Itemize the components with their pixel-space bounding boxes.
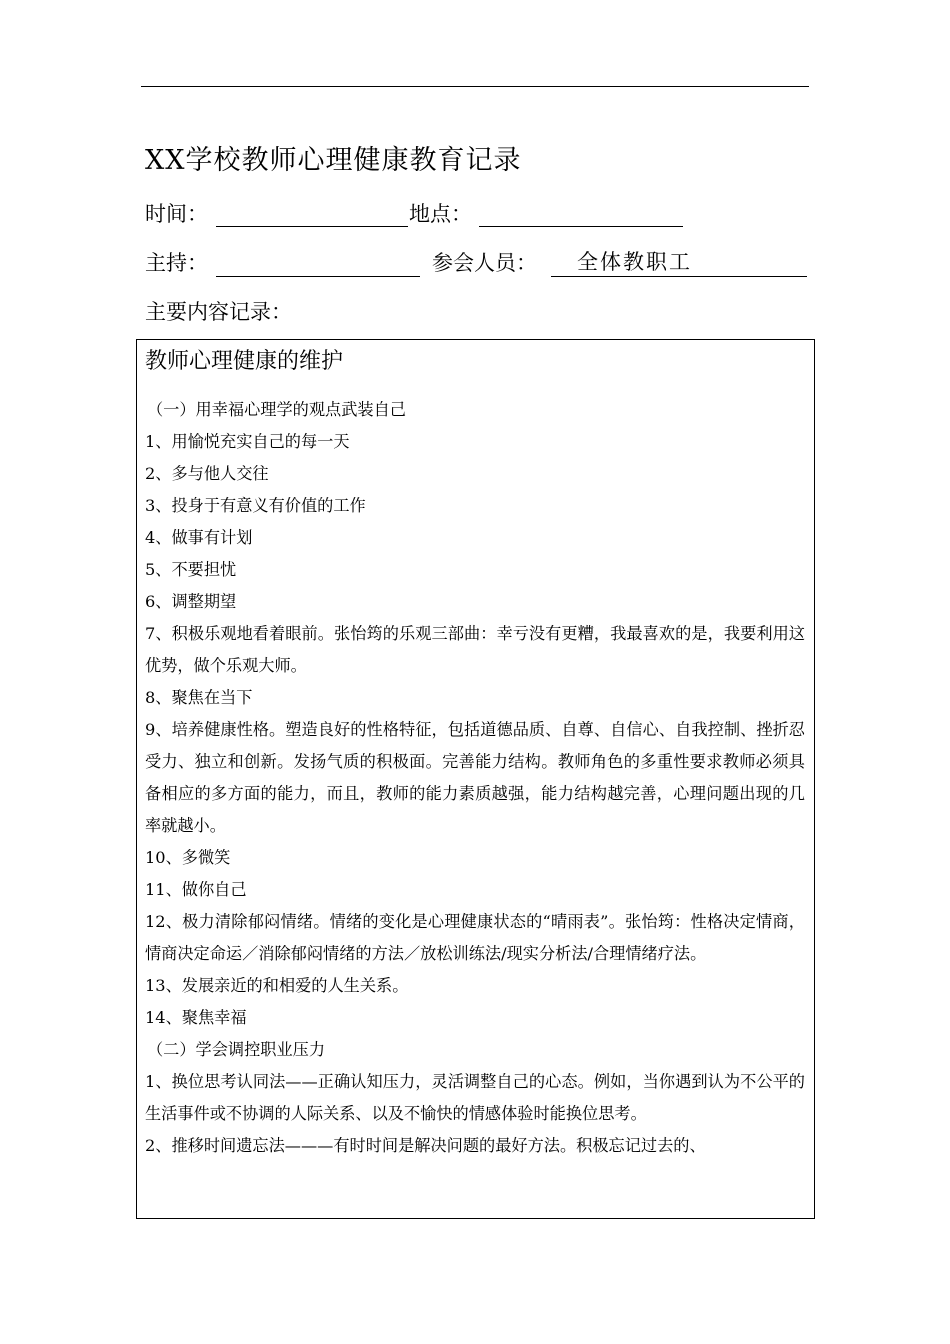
list-item: 11、做你自己 <box>145 880 247 899</box>
list-item: 1、用愉悦充实自己的每一天 <box>145 432 350 451</box>
main-content-label: 主要内容记录： <box>145 300 292 324</box>
list-item: 7、积极乐观地看着眼前。张怡筠的乐观三部曲：幸亏没有更糟，我最喜欢的是，我要利用这优势，做个乐观大师。 <box>145 624 805 675</box>
top-rule <box>141 86 809 87</box>
place-label: 地点： <box>409 202 472 226</box>
attendees-value: 全体教职工 <box>577 250 692 274</box>
list-item: 10、多微笑 <box>145 848 231 867</box>
host-field[interactable] <box>216 250 420 277</box>
host-label: 主持： <box>145 251 208 275</box>
list-item: 14、聚焦幸福 <box>145 1008 247 1027</box>
time-label: 时间： <box>145 202 208 226</box>
list-item: 12、极力清除郁闷情绪。情绪的变化是心理健康状态的“晴雨表”。张怡筠：性格决定情商，情商决定命运／消除郁闷情绪的方法／放松训练法/现实分析法/合理情绪疗法。 <box>145 912 805 963</box>
record-box <box>136 339 815 1219</box>
record-heading: 教师心理健康的维护 <box>145 349 344 374</box>
list-item: 3、投身于有意义有价值的工作 <box>145 496 366 515</box>
subheading-2: （二）学会调控职业压力 <box>147 1040 326 1059</box>
subheading-1: （一）用幸福心理学的观点武装自己 <box>147 400 406 419</box>
place-field[interactable] <box>479 200 683 227</box>
document-title: XX学校教师心理健康教育记录 <box>145 145 522 176</box>
list-item: 6、调整期望 <box>145 592 237 611</box>
list-item: 2、推移时间遗忘法———有时时间是解决问题的最好方法。积极忘记过去的、 <box>145 1136 706 1155</box>
list-item: 8、聚焦在当下 <box>145 688 253 707</box>
record-content <box>145 394 805 1162</box>
list-item: 13、发展亲近的和相爱的人生关系。 <box>145 976 409 995</box>
list-item: 4、做事有计划 <box>145 528 253 547</box>
list-item: 9、培养健康性格。塑造良好的性格特征，包括道德品质、自尊、自信心、自我控制、挫折忍受力、独立和创新。发扬气质的积极面。完善能力结构。教师角色的多重性要求教师必须具备相应的多方面的能力，而且，教师的能力素质越强，能力结构越完善，心理问题出现的几率就越小。 <box>145 720 805 835</box>
list-item: 5、不要担忧 <box>145 560 237 579</box>
time-field[interactable] <box>216 200 408 227</box>
list-item: 1、换位思考认同法——正确认知压力，灵活调整自己的心态。例如，当你遇到认为不公平的生活事件或不协调的人际关系、以及不愉快的情感体验时能换位思考。 <box>145 1072 805 1123</box>
attendees-field[interactable] <box>551 250 807 277</box>
attendees-label: 参会人员： <box>432 251 537 275</box>
list-item: 2、多与他人交往 <box>145 464 269 483</box>
